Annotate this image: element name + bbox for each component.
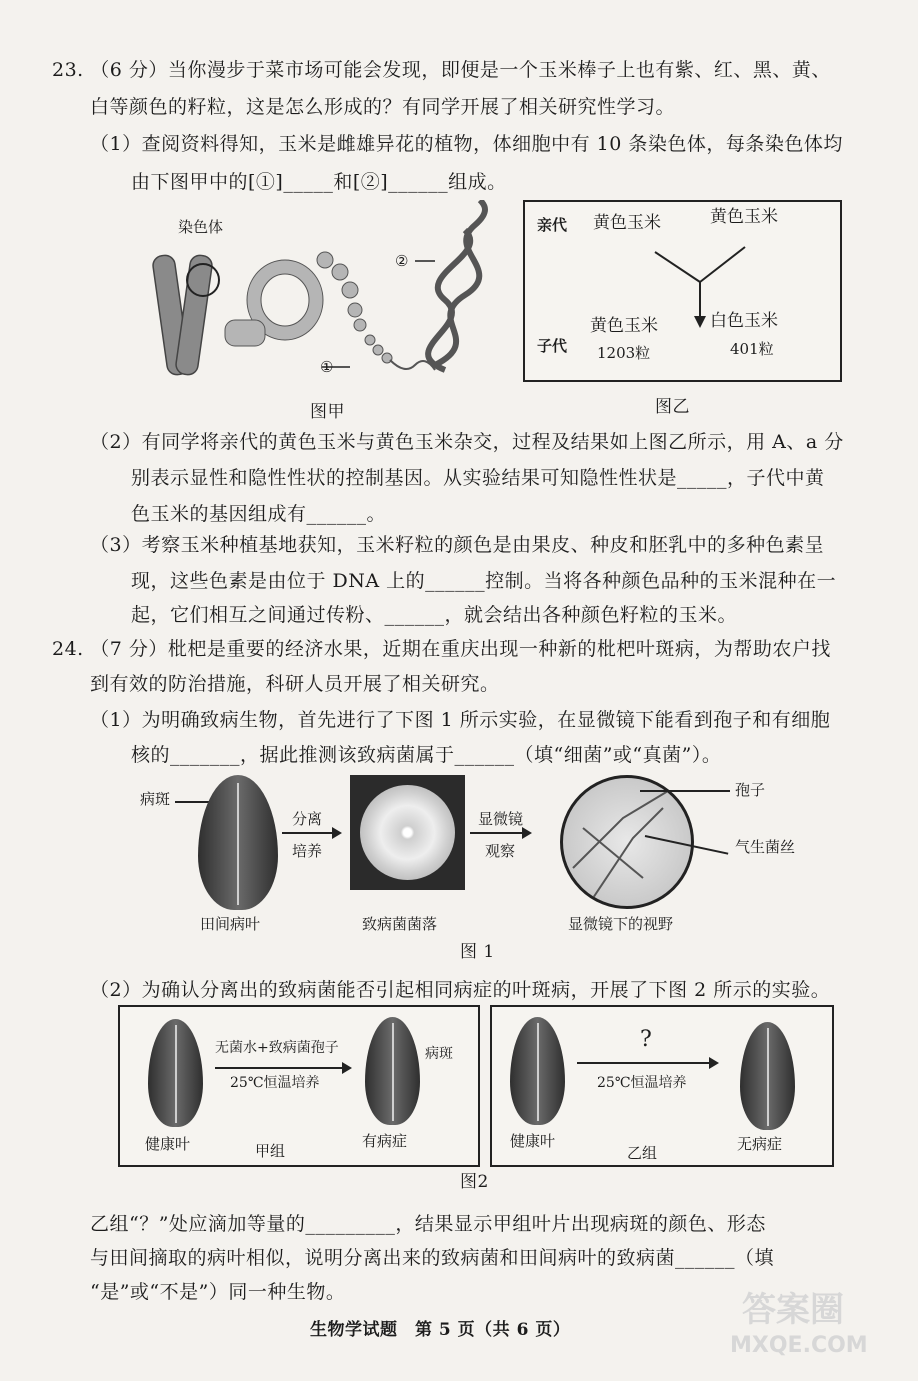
- question-mark: ?: [640, 1027, 652, 1052]
- hyphae-label: 气生菌丝: [735, 838, 796, 856]
- healthy-leaf-a: [148, 1019, 203, 1127]
- q23-part2-line-1: （2）有同学将亲代的黄色玉米与黄色玉米杂交，过程及结果如上图乙所示，用 A、a 分: [90, 431, 844, 453]
- q24-part2-line: （2）为确认分离出的致病菌能否引起相同病症的叶斑病，开展了下图 2 所示的实验。: [90, 979, 831, 1001]
- parent-right: 黄色玉米: [710, 207, 778, 227]
- figure-1-caption: 图 1: [460, 942, 495, 962]
- cross-arrow: [645, 242, 755, 332]
- parent-left: 黄色玉米: [593, 213, 661, 233]
- healthy-leaf-b: [510, 1017, 565, 1125]
- figure-1: [120, 770, 840, 940]
- q23-part3-line-1: （3）考察玉米种植基地获知，玉米籽粒的颜色是由果皮、种皮和胚乳中的多种色素呈: [90, 534, 825, 556]
- spore-label: 孢子: [735, 781, 766, 799]
- spore-pointer: [640, 790, 730, 792]
- child-row-label: 子代: [537, 337, 568, 355]
- spot-pointer: [175, 801, 210, 803]
- child-right: 白色玉米: [710, 311, 778, 331]
- q24-line-4: 核的_______，据此推测该致病菌属于______（填“细菌”或“真菌”）。: [131, 744, 722, 766]
- q23-part2-line-2: 别表示显性和隐性性状的控制基因。从实验结果可知隐性性状是_____，子代中黄: [131, 467, 825, 489]
- q23-line-2: 白等颜色的籽粒，这是怎么形成的？有同学开展了相关研究性学习。: [90, 96, 676, 118]
- marker-2: ②: [395, 252, 409, 270]
- arrow-2-bottom: 观察: [485, 842, 516, 860]
- q23-part3-line-2: 现，这些色素是由位于 DNA 上的______控制。当将各种颜色品种的玉米混种在一: [131, 570, 837, 592]
- arrow-1-bottom: 培养: [292, 842, 323, 860]
- arrow-1-top: 分离: [292, 810, 323, 828]
- caption-leaf: 田间病叶: [200, 915, 261, 933]
- group-b-label: 乙组: [627, 1144, 658, 1162]
- q24-end-line-2: 与田间摘取的病叶相似，说明分离出来的致病菌和田间病叶的致病菌______（填: [90, 1247, 775, 1269]
- page-footer: 生物学试题 第 5 页（共 6 页）: [310, 1320, 571, 1340]
- marker-1: ①: [320, 358, 334, 376]
- q23-line-4: 由下图甲中的[①]_____和[②]______组成。: [131, 171, 507, 193]
- figure-2-group-b: [490, 1005, 834, 1167]
- count-right: 401粒: [730, 340, 774, 358]
- spot-label: 病斑: [140, 790, 171, 808]
- spot-label-a: 病斑: [425, 1046, 453, 1062]
- arrow-1: [282, 832, 340, 834]
- group-a-label: 甲组: [255, 1142, 286, 1160]
- arrow-a: [215, 1067, 350, 1069]
- culture-dish: [350, 775, 465, 890]
- q23-part3-line-3: 起，它们相互之间通过传粉、______，就会结出各种颜色籽粒的玉米。: [131, 604, 738, 626]
- q23-line-3: （1）查阅资料得知，玉米是雌雄异花的植物，体细胞中有 10 条染色体，每条染色体均: [90, 133, 843, 155]
- parent-row-label: 亲代: [537, 216, 568, 234]
- q24-end-line-1: 乙组“？”处应滴加等量的_________，结果显示甲组叶片出现病斑的颜色、形态: [90, 1213, 766, 1235]
- arrow-2-top: 显微镜: [478, 810, 524, 828]
- figure-yi-caption: 图乙: [655, 397, 690, 417]
- watermark-logo: 答案圈: [742, 1290, 844, 1330]
- diseased-leaf: [198, 775, 278, 910]
- q24-line-3: （1）为明确致病生物，首先进行了下图 1 所示实验，在显微镜下能看到孢子和有细胞: [90, 709, 831, 731]
- diseased-leaf-a: [365, 1017, 420, 1125]
- arrow-a-bottom: 25℃恒温培养: [230, 1075, 320, 1091]
- child-left: 黄色玉米: [590, 316, 658, 336]
- healthy-leaf-b-label: 健康叶: [510, 1132, 556, 1150]
- healthy-leaf-b-result: [740, 1022, 795, 1130]
- q24-line-2: 到有效的防治措施，科研人员开展了相关研究。: [90, 673, 500, 695]
- figure-jia: [145, 200, 505, 400]
- caption-view: 显微镜下的视野: [568, 915, 674, 933]
- figure-2-group-a: [118, 1005, 480, 1167]
- arrow-b: [577, 1062, 717, 1064]
- healthy-leaf-a-label: 健康叶: [145, 1135, 191, 1153]
- q24-end-line-3: “是”或“不是”）同一种生物。: [90, 1281, 346, 1303]
- q23-line-1: 23. （6 分）当你漫步于菜市场可能会发现，即便是一个玉米棒子上也有紫、红、黑、黄、: [52, 59, 831, 81]
- arrow-b-bottom: 25℃恒温培养: [597, 1075, 687, 1091]
- arrow-a-top: 无菌水+致病菌孢子: [215, 1040, 339, 1056]
- q23-part2-line-3: 色玉米的基因组成有______。: [131, 503, 387, 525]
- arrow-2: [470, 832, 530, 834]
- q24-line-1: 24. （7 分）枇杷是重要的经济水果，近期在重庆出现一种新的枇杷叶斑病，为帮助农户找: [52, 638, 831, 660]
- count-left: 1203粒: [597, 344, 651, 362]
- caption-colony: 致病菌菌落: [362, 915, 438, 933]
- figure-yi: [523, 200, 842, 382]
- result-a-label: 有病症: [362, 1132, 408, 1150]
- watermark-url: MXQE.COM: [730, 1333, 868, 1358]
- figure-2-caption: 图2: [460, 1172, 489, 1192]
- result-b-label: 无病症: [737, 1135, 783, 1153]
- chromosome-label: 染色体: [178, 218, 224, 236]
- figure-jia-caption: 图甲: [310, 402, 345, 422]
